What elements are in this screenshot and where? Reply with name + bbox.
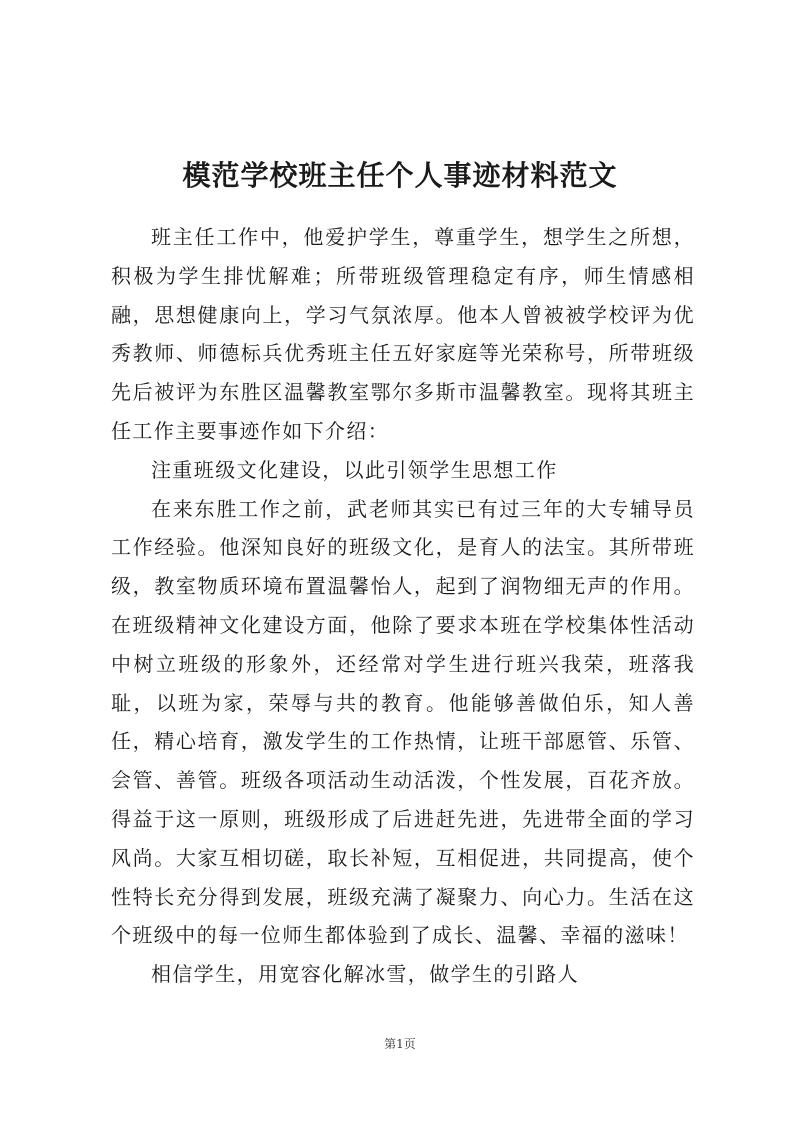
- section-heading-culture: 注重班级文化建设，以此引领学生思想工作: [151, 457, 558, 482]
- document-body: [111, 218, 695, 994]
- page-number: 第1页: [384, 1037, 416, 1051]
- document-title: 模范学校班主任个人事迹材料范文: [182, 159, 618, 192]
- section-heading-trust: 相信学生，用宽容化解冰雪，做学生的引路人: [151, 962, 579, 987]
- paragraph-culture: 在来东胜工作之前，武老师其实已有过三年的大专辅导员工作经验。他深知良好的班级文化，是育人的法宝。其所带班级，教室物质环境布置温馨怡人，起到了润物细无声的作用。在班级精神文化建设方面，他除了要求本班在学校集体性活动中树立班级的形象外，还经常对学生进行班兴我荣，班落我耻，以班为家，荣辱与共的教育。他能够善做伯乐，知人善任，精心培育，激发学生的工作热情，让班干部愿管、乐管、会管、善管。班级各项活动生动活泼，个性发展，百花齐放。得益于这一原则，班级形成了后进赶先进，先进带全面的学习风尚。大家互相切磋，取长补短，互相促进，共同提高，使个性特长充分得到发展，班级充满了凝聚力、向心力。生活在这个班级中的每一位师生都体验到了成长、温馨、幸福的滋味！: [111, 496, 695, 948]
- paragraph-intro: 班主任工作中，他爱护学生，尊重学生，想学生之所想，积极为学生排忧解难；所带班级管理稳定有序，师生情感相融，思想健康向上，学习气氛浓厚。他本人曾被被学校评为优秀教师、师德标兵优秀班主任五好家庭等光荣称号，所带班级先后被评为东胜区温馨教室鄂尔多斯市温馨教室。现将其班主任工作主要事迹作如下介绍：: [111, 225, 695, 443]
